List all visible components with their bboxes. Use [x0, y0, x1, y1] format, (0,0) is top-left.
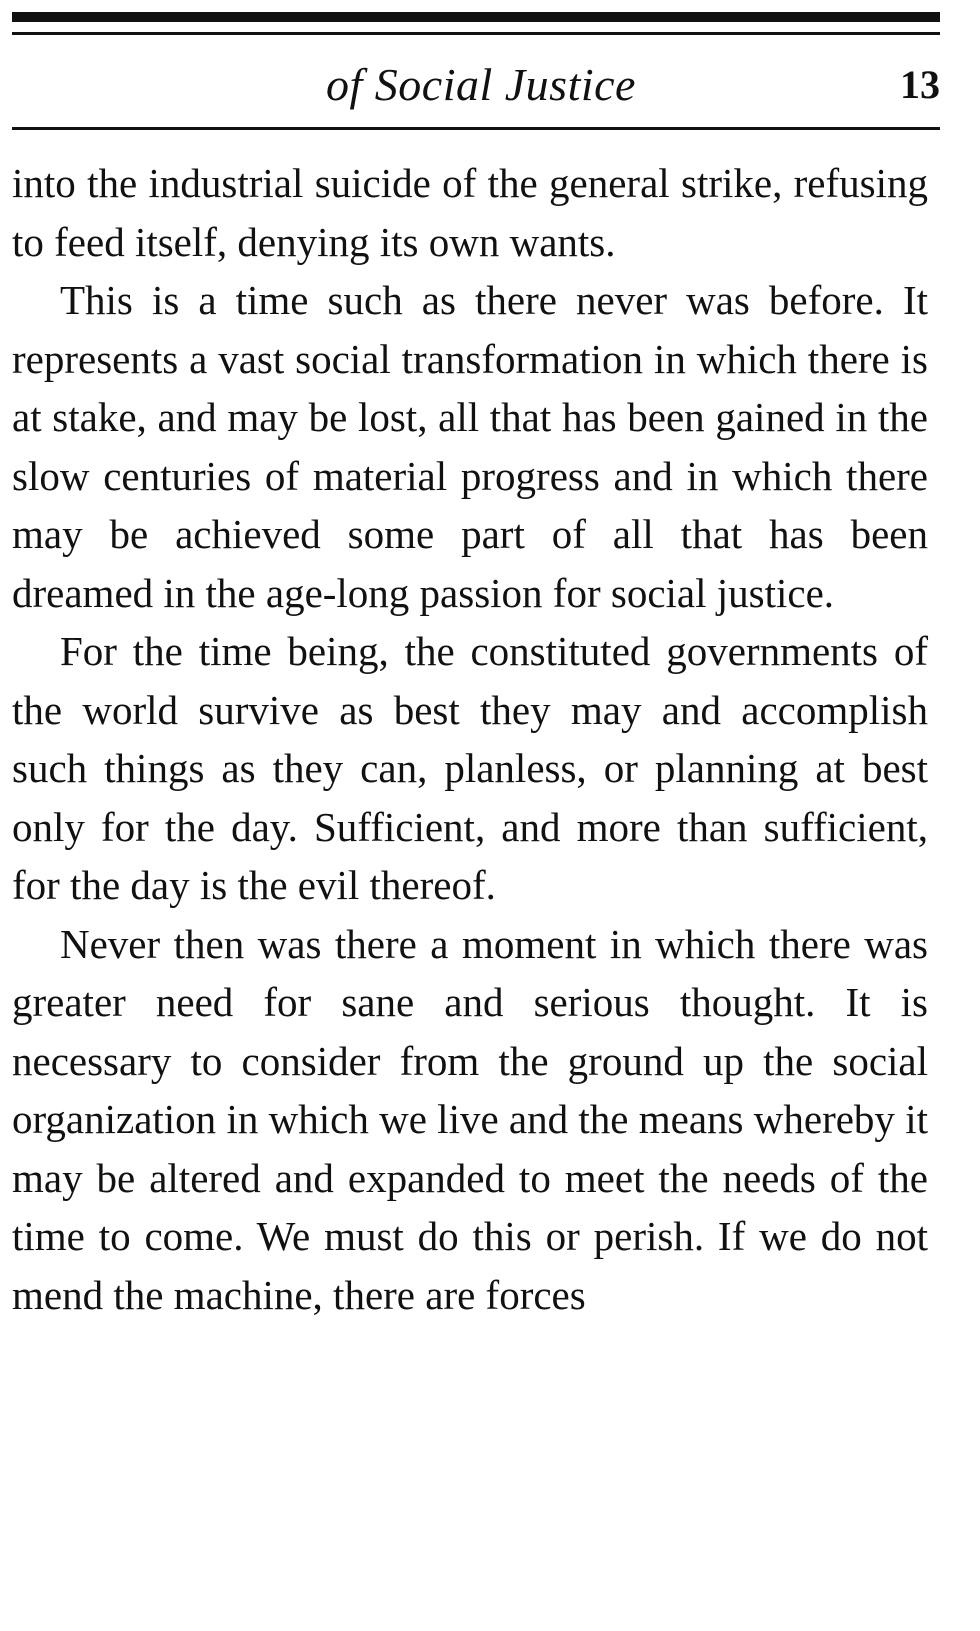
top-thin-rule [12, 32, 940, 35]
paragraph: For the time being, the constituted governments of the world survive as best they may and accomplish such things as they can, planless, or planning at best only for the day. Sufficient, and more than sufficient, for the day is the evil thereof. [12, 628, 928, 908]
paragraph: Never then was there a moment in which there was greater need for sane and serious thought. It is necessary to consider from the ground up the social organization in which we live and the means whereby it may be altered and expanded to meet the needs of the time to come. We must do this or perish. If we do not mend the machine, there are forces [12, 920, 928, 1318]
paragraph-continued: into the industrial suicide of the general strike, refusing to feed itself, denying its own wants. [12, 160, 928, 265]
page-number: 13 [900, 62, 940, 107]
paragraph: This is a time such as there never was before. It represents a vast social transformation in which there is at stake, and may be lost, all that has been gained in the slow centuries of material progress and in which there may be achieved some part of all that has been dreamed in the age-long passion for social justice. [12, 277, 928, 616]
running-title: of Social Justice [326, 59, 636, 110]
top-thick-rule [12, 12, 940, 22]
header-bottom-rule [12, 127, 940, 130]
body-text [12, 154, 928, 1324]
running-head [12, 52, 940, 122]
